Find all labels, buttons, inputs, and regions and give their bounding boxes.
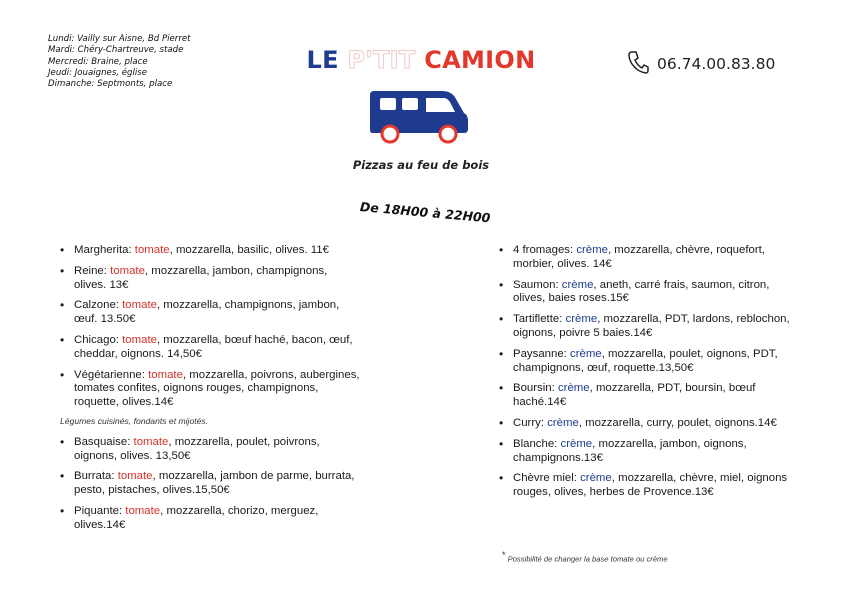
pizza-ingredients: , mozzarella, poulet, poivrons, oignons, olives. 13,50€: [74, 435, 320, 462]
pizza-base: tomate: [117, 470, 153, 483]
pizza-base: crème: [561, 278, 594, 291]
pizza-base: tomate: [122, 299, 157, 312]
menu-item: [499, 244, 799, 272]
menu-item: [60, 244, 360, 258]
schedule-line: Dimanche: Septmonts, place: [48, 79, 173, 90]
pizza-base: crème: [560, 437, 593, 450]
pizza-base: tomate: [148, 368, 183, 381]
pizza-ingredients: , mozzarella, jambon de parme, burrata, pesto, pistaches, olives.15,50€: [74, 470, 355, 497]
tomato-pizza-list: [60, 244, 360, 540]
pizza-base: tomate: [110, 264, 145, 277]
pizza-name: Boursin:: [513, 382, 558, 395]
pizza-name: Margherita:: [74, 244, 135, 256]
pizza-ingredients: , mozzarella, jambon, champignons, olives. 13€: [74, 264, 328, 291]
pizza-ingredients: , mozzarella, bœuf haché, bacon, œuf, cheddar, oignons. 14,50€: [74, 333, 353, 360]
pizza-ingredients: , mozzarella, curry, poulet, oignons.14€: [578, 416, 777, 429]
menu-item: [60, 369, 360, 410]
footnote-text: Possibilité de changer la base tomate ou crème: [505, 554, 668, 564]
phone-number: 06.74.00.83.80: [657, 55, 776, 73]
pizza-ingredients: , mozzarella, poulet, oignons, PDT, champignons, œuf, roquette.13,50€: [513, 347, 778, 374]
pizza-name: Reine:: [74, 264, 111, 277]
pizza-base: crème: [580, 472, 612, 485]
pizza-base: tomate: [134, 244, 170, 256]
pizza-base: crème: [557, 382, 590, 395]
pizza-base: crème: [565, 313, 598, 326]
pizza-base: crème: [547, 416, 579, 429]
pizza-ingredients: , aneth, carré frais, saumon, citron, olives, baies roses.15€: [513, 278, 770, 305]
pizza-base: tomate: [122, 333, 157, 346]
pizza-base: crème: [570, 347, 602, 360]
menu-item: [499, 438, 799, 466]
menu-item: [499, 417, 799, 431]
schedule-line: Mardi: Chéry-Chartreuve, stade: [48, 45, 184, 56]
pizza-name: Saumon:: [513, 278, 562, 291]
pizza-base: crème: [576, 244, 608, 256]
phone-icon: [627, 50, 649, 78]
pizza-base: tomate: [125, 504, 161, 517]
pizza-ingredients: , mozzarella, chorizo, merguez, olives.14€: [74, 504, 319, 531]
menu-item: [60, 299, 360, 327]
pizza-ingredients: , mozzarella, chèvre, miel, oignons rouges, olives, herbes de Provence.13€: [513, 472, 788, 499]
tagline: Pizzas au feu de bois: [352, 158, 490, 172]
pizza-name: Tartiflette:: [513, 313, 566, 326]
menu-item: [60, 436, 360, 464]
food-truck-icon: [364, 85, 476, 150]
pizza-name: Curry:: [513, 416, 548, 429]
menu-item: [499, 382, 799, 410]
pizza-name: Burrata:: [74, 470, 118, 483]
schedule-line: Lundi: Vailly sur Aisne, Bd Pierret: [48, 34, 191, 44]
title-word-ptit: P'TIT: [347, 46, 416, 74]
pizza-ingredients: , mozzarella, chèvre, roquefort, morbier, olives. 14€: [513, 244, 765, 270]
menu-item: [60, 505, 360, 533]
pizza-name: Végétarienne:: [74, 368, 149, 381]
pizza-ingredients: , mozzarella, PDT, lardons, reblochon, oignons, poivre 5 baies.14€: [513, 313, 790, 339]
pizza-ingredients: , mozzarella, jambon, oignons, champignons.13€: [513, 437, 747, 464]
schedule-line: Mercredi: Braine, place: [48, 56, 148, 67]
pizza-name: Calzone:: [74, 299, 123, 312]
pizza-name: Paysanne:: [513, 347, 570, 360]
pizza-name: 4 fromages:: [513, 244, 577, 256]
title-word-le: LE: [306, 46, 339, 74]
base-change-footnote: [502, 550, 668, 564]
pizza-ingredients: , mozzarella, champignons, jambon, œuf. 13.50€: [74, 299, 340, 326]
pizza-name: Piquante:: [74, 504, 126, 517]
pizza-base: tomate: [133, 435, 169, 448]
vegetable-note: Légumes cuisinés, fondants et mijotés.: [60, 415, 209, 426]
menu-item: [499, 279, 799, 307]
phone-contact[interactable]: [627, 50, 775, 78]
menu-item: [60, 470, 360, 498]
pizza-ingredients: , mozzarella, basilic, olives. 11€: [169, 244, 329, 256]
pizza-name: Basquaise:: [74, 435, 134, 448]
cream-pizza-list: [499, 244, 799, 507]
menu-item: [499, 348, 799, 376]
menu-item: [60, 334, 360, 362]
pizza-name: Blanche:: [513, 437, 561, 450]
menu-item: [499, 313, 799, 341]
title-word-camion: CAMION: [424, 46, 536, 74]
menu-item: [499, 472, 799, 500]
pizza-name: Chèvre miel:: [513, 472, 581, 485]
pizza-name: Chicago:: [74, 333, 123, 346]
opening-hours: De 18H00 à 22H00: [359, 199, 492, 226]
menu-item: [60, 265, 360, 293]
schedule-line: Jeudi: Jouaignes, église: [48, 67, 148, 78]
pizza-ingredients: , mozzarella, poivrons, aubergines, tomates confites, oignons rouges, champignons, roquette, olives.14€: [74, 368, 360, 409]
footnote-mark: *: [502, 550, 506, 560]
pizza-ingredients: , mozzarella, PDT, boursin, bœuf haché.14€: [513, 382, 756, 409]
